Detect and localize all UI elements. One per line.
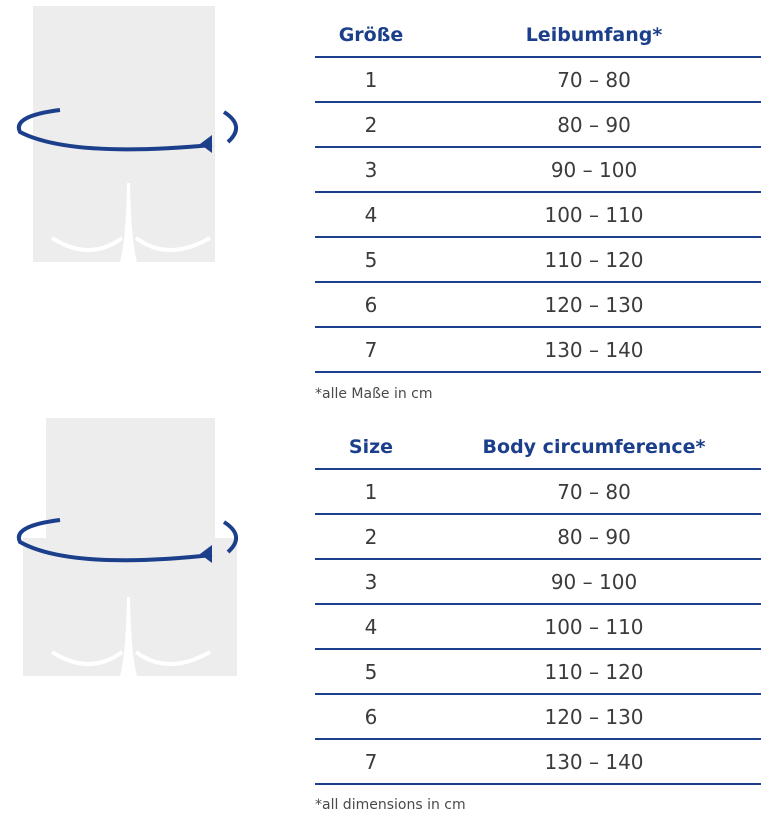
range-cell: 110 – 120 (544, 247, 644, 272)
size-cell: 2 (364, 112, 378, 137)
table-row (315, 513, 761, 558)
size-cell: 4 (364, 202, 378, 227)
size-cell: 3 (364, 157, 378, 182)
size-cell: 4 (364, 614, 378, 639)
table-row (315, 236, 761, 281)
size-table-german (315, 14, 761, 373)
header-size: Size (348, 436, 394, 458)
range-cell: 80 – 90 (557, 112, 631, 137)
table-row (315, 101, 761, 146)
range-cell: 120 – 130 (544, 704, 644, 729)
range-cell: 100 – 110 (544, 202, 644, 227)
header-measure: Body circumference* (482, 436, 706, 458)
size-cell: 1 (364, 67, 378, 92)
table-header (315, 14, 761, 56)
body-figure-german (0, 0, 245, 270)
table-row (315, 738, 761, 785)
table-row (315, 558, 761, 603)
table-row (315, 146, 761, 191)
range-cell: 100 – 110 (544, 614, 644, 639)
table-row (315, 468, 761, 513)
body-figure-english (0, 414, 245, 684)
size-cell: 5 (364, 659, 378, 684)
range-cell: 80 – 90 (557, 524, 631, 549)
table-header (315, 426, 761, 468)
size-cell: 7 (364, 749, 378, 774)
range-cell: 70 – 80 (557, 67, 631, 92)
size-cell: 7 (364, 337, 378, 362)
range-cell: 90 – 100 (550, 569, 638, 594)
size-cell: 5 (364, 247, 378, 272)
range-cell: 70 – 80 (557, 479, 631, 504)
range-cell: 130 – 140 (544, 749, 644, 774)
table-row (315, 281, 761, 326)
table-row (315, 648, 761, 693)
table-row (315, 326, 761, 373)
range-cell: 90 – 100 (550, 157, 638, 182)
footnote-english: *all dimensions in cm (315, 797, 466, 813)
table-row (315, 603, 761, 648)
header-measure: Leibumfang* (525, 24, 663, 46)
body-silhouette-icon (0, 414, 245, 684)
range-cell: 130 – 140 (544, 337, 644, 362)
body-silhouette-icon (0, 0, 245, 270)
table-row (315, 191, 761, 236)
size-cell: 6 (364, 292, 378, 317)
header-size: Größe (338, 24, 404, 46)
range-cell: 120 – 130 (544, 292, 644, 317)
range-cell: 110 – 120 (544, 659, 644, 684)
size-cell: 1 (364, 479, 378, 504)
size-table-english (315, 426, 761, 785)
size-cell: 2 (364, 524, 378, 549)
size-cell: 6 (364, 704, 378, 729)
table-row (315, 693, 761, 738)
table-row (315, 56, 761, 101)
footnote-german: *alle Maße in cm (315, 386, 433, 402)
size-cell: 3 (364, 569, 378, 594)
